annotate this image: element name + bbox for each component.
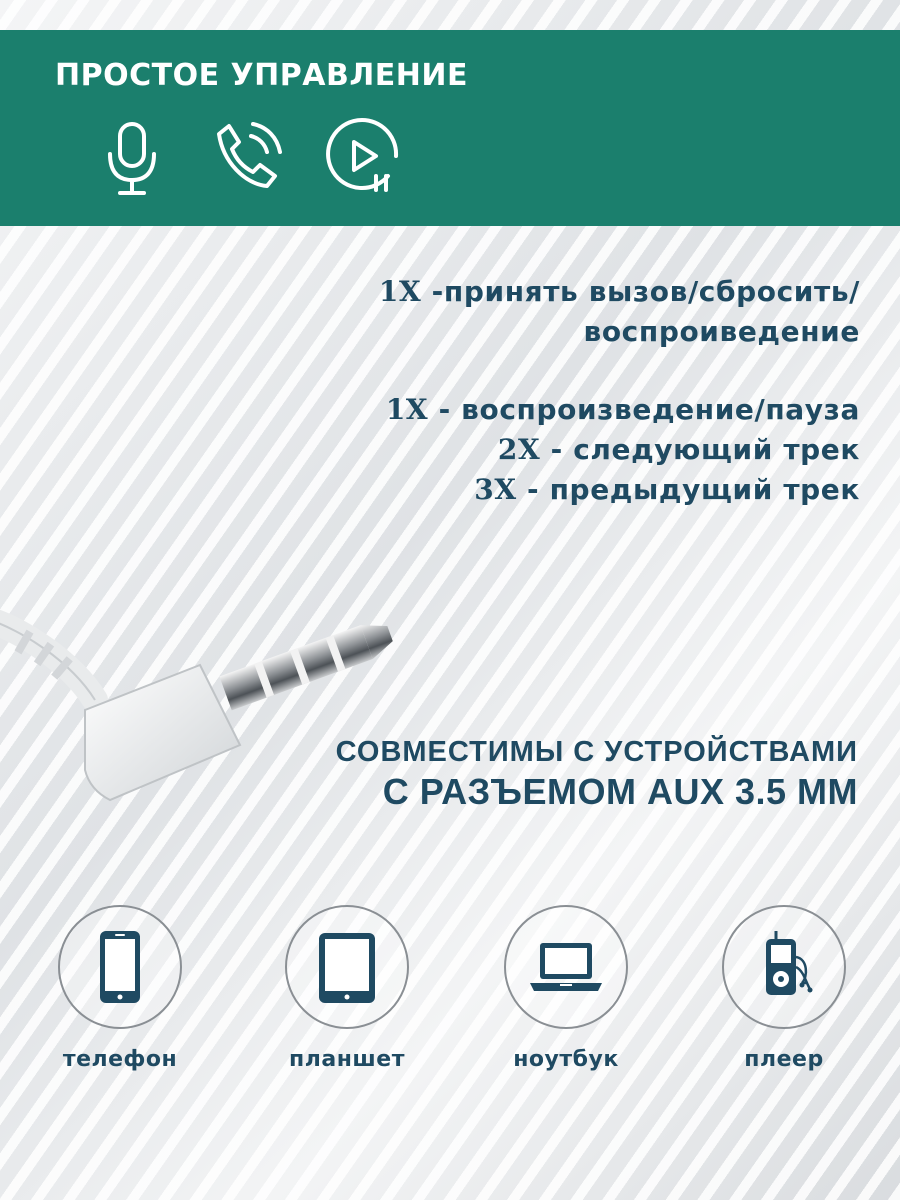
- instruction-text: -принять вызов/сбросить/: [421, 275, 860, 308]
- mp3-player-icon: [744, 927, 824, 1007]
- instruction-text: - следующий трек: [540, 433, 860, 466]
- device-label: плеер: [744, 1047, 824, 1072]
- instruction-key: 2X: [497, 433, 541, 466]
- instruction-key: 3X: [474, 473, 517, 506]
- device-circle: [504, 905, 628, 1029]
- page-title: ПРОСТОЕ УПРАВЛЕНИЕ: [55, 58, 468, 93]
- instruction-text: - предыдущий трек: [516, 473, 860, 506]
- instruction-play-pause: [379, 390, 860, 430]
- device-tablet: [247, 905, 447, 1072]
- instruction-text: - воспроизведение/пауза: [428, 393, 860, 426]
- device-label: телефон: [62, 1047, 178, 1072]
- device-label: планшет: [289, 1047, 405, 1072]
- device-laptop: [466, 905, 666, 1072]
- compatibility-line-2: С РАЗЪЕМОМ AUX 3.5 MM: [382, 771, 858, 812]
- device-circle: [722, 905, 846, 1029]
- microphone-icon: [90, 116, 174, 200]
- smartphone-icon: [80, 927, 160, 1007]
- phone-call-icon: [205, 116, 289, 200]
- device-player: [684, 905, 884, 1072]
- header-banner: [0, 30, 900, 226]
- instruction-call: [379, 272, 860, 312]
- device-label: ноутбук: [513, 1047, 619, 1072]
- device-circle: [58, 905, 182, 1029]
- instruction-key: 1X: [378, 275, 422, 308]
- button-instructions: [379, 272, 860, 510]
- tablet-icon: [307, 927, 387, 1007]
- laptop-icon: [526, 927, 606, 1007]
- device-phone: [20, 905, 220, 1072]
- instruction-call-continuation: воспроиведение: [583, 315, 860, 348]
- compatibility-block: [336, 734, 858, 814]
- compatibility-line-1: СОВМЕСТИМЫ С УСТРОЙСТВАМИ: [335, 736, 858, 768]
- instruction-next-track: [379, 430, 860, 470]
- device-circle: [285, 905, 409, 1029]
- instruction-previous-track: [379, 470, 860, 510]
- instruction-key: 1X: [385, 393, 429, 426]
- play-pause-icon: [320, 116, 404, 200]
